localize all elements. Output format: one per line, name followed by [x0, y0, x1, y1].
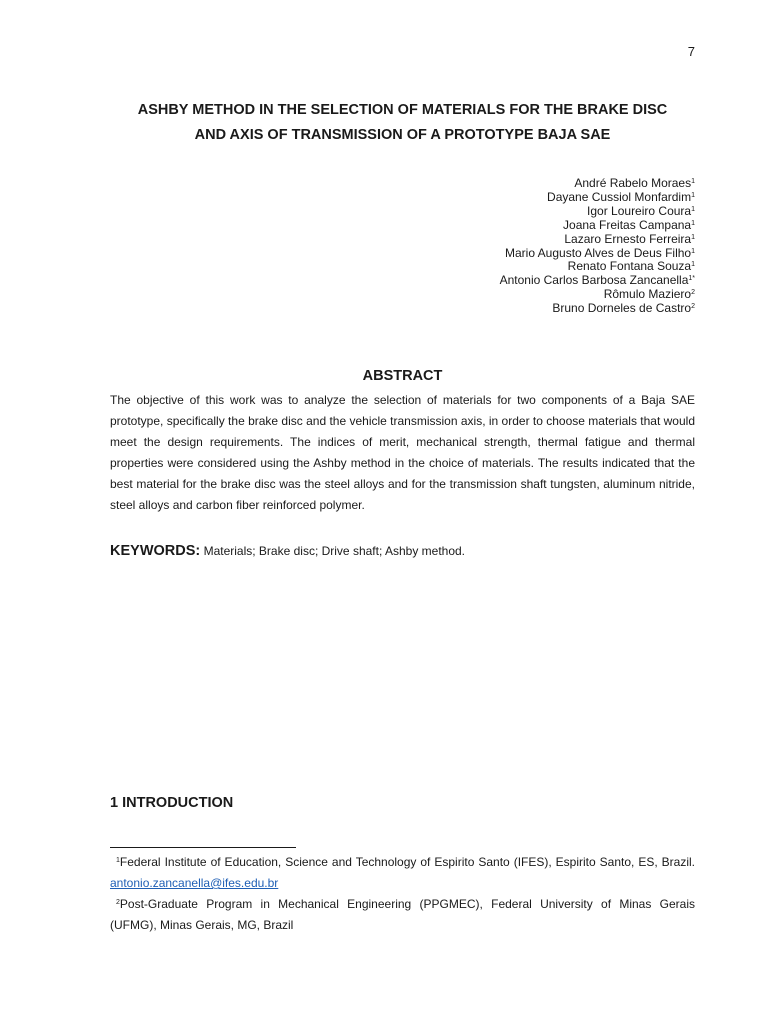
author: Joana Freitas Campana$^1$	[563, 217, 695, 232]
author: Rômulo Maziero$^2$	[603, 287, 695, 302]
author: Igor Loureiro Coura$^1$	[587, 203, 695, 218]
footnote-2: $^2$Post-Graduate Program in Mechanical Engineering (PPGMEC), Federal University of Minas Gerais (UFMG), Minas Gerais, MG, Brazil	[110, 897, 695, 932]
author: Renato Fontana Souza$^1$	[567, 259, 695, 274]
title-line-1: ASHBY METHOD IN THE SELECTION OF MATERIALS FOR THE BRAKE DISC	[137, 102, 668, 118]
keywords-text: Materials; Brake disc; Drive shaft; Ashby method.	[200, 544, 466, 558]
author: Dayane Cussiol Monfardim$^1$	[547, 189, 695, 204]
author: Antonio Carlos Barbosa Zancanella$^{1*}$	[499, 273, 695, 288]
abstract-heading: ABSTRACT	[362, 368, 443, 384]
keywords-label: KEYWORDS:	[110, 543, 201, 559]
paper-title	[110, 98, 695, 148]
footnote-1: $^1$Federal Institute of Education, Science and Technology of Espirito Santo (IFES), Espirito Santo, ES, Brazil. antonio.zancanella@ifes.edu.br	[110, 855, 695, 890]
email-link[interactable]: antonio.zancanella@ifes.edu.br	[110, 876, 279, 890]
author: Mario Augusto Alves de Deus Filho$^1$	[504, 245, 695, 260]
author: Bruno Dorneles de Castro$^2$	[552, 301, 695, 316]
author: André Rabelo Moraes$^1$	[574, 176, 695, 190]
page-number: 7	[687, 44, 695, 59]
footnote-divider	[110, 847, 296, 848]
footnotes	[110, 852, 695, 936]
section-heading-introduction: 1 INTRODUCTION	[110, 795, 234, 811]
keywords	[110, 543, 695, 559]
abstract-body: The objective of this work was to analyze the selection of materials for two components of a Baja SAE prototype, specifically the brake disc and the vehicle transmission axis, in order to choose materials that would meet the design requirements. The indices of merit, mechanical strength, thermal fatigue and thermal properties were considered using the Ashby method in the choice of materials. The results indicated that the best material for the brake disc was the steel alloys and for the transmission shaft tungsten, aluminum nitride, steel alloys and carbon fiber reinforced polymer.	[110, 393, 695, 512]
author-list	[500, 177, 695, 316]
title-line-2: AND AXIS OF TRANSMISSION OF A PROTOTYPE BAJA SAE	[194, 127, 611, 143]
author: Lazaro Ernesto Ferreira$^1$	[564, 231, 695, 246]
